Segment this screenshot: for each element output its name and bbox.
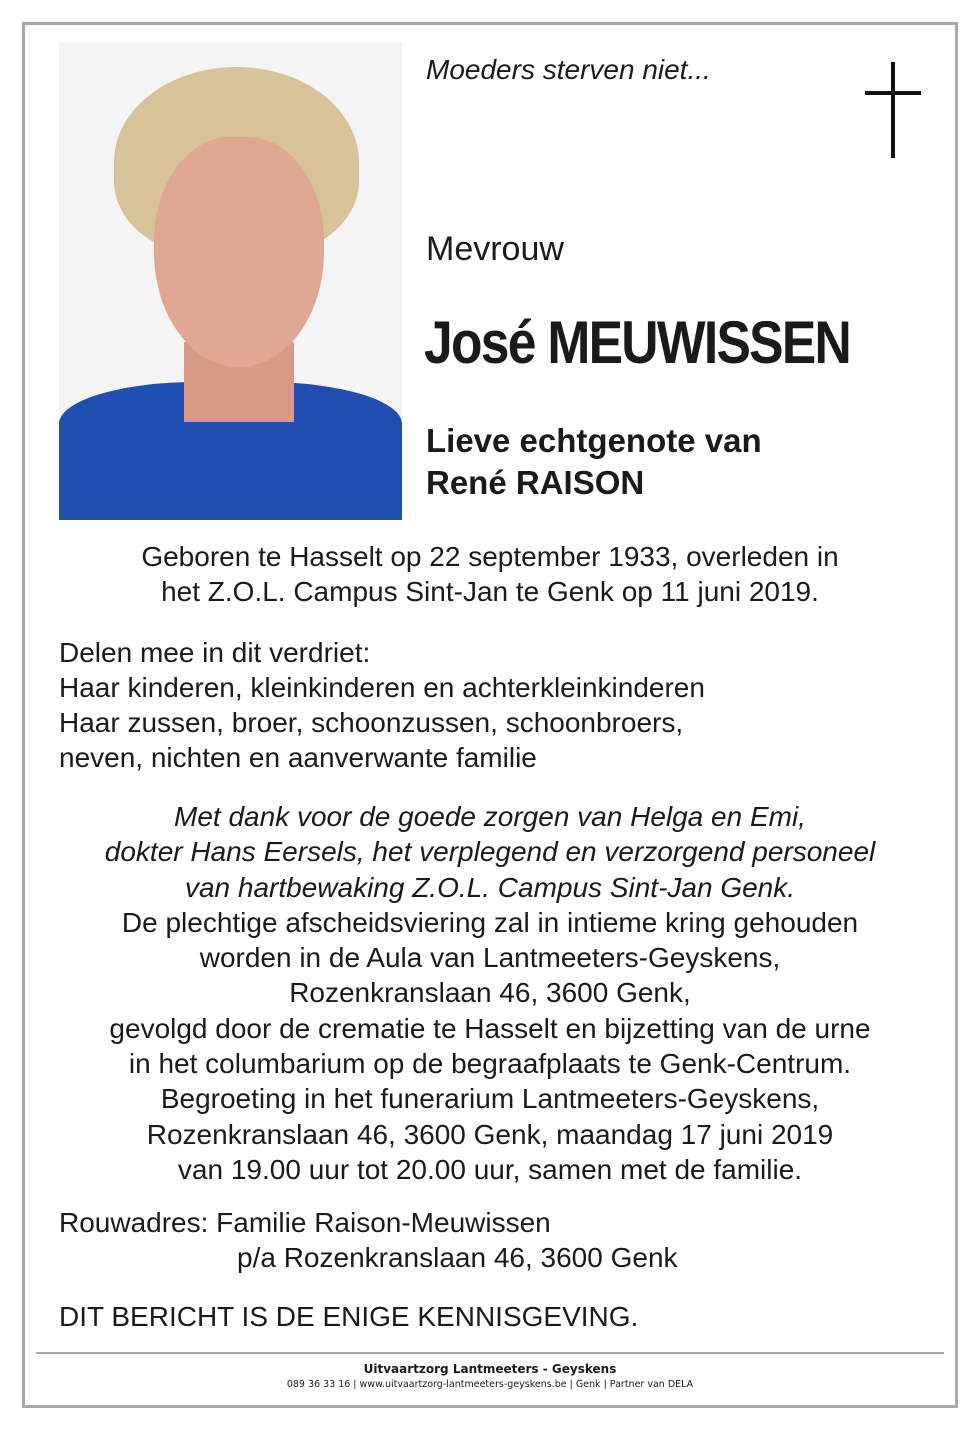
spouse-block xyxy=(426,420,762,504)
text-line: Rozenkranslaan 46, 3600 Genk, xyxy=(289,977,691,1009)
address-line-2: p/a Rozenkranslaan 46, 3600 Genk xyxy=(237,1242,678,1273)
text-line: worden in de Aula van Lantmeeters-Geyskens, xyxy=(199,942,781,974)
text-line: Met dank voor de goede zorgen van Helga en Emi, xyxy=(174,801,806,832)
text-line: Begroeting in het funerarium Lantmeeters-Geyskens, xyxy=(160,1083,820,1115)
mourners xyxy=(59,635,705,775)
deceased-name: José MEUWISSEN xyxy=(424,309,851,376)
text-line: in het columbarium op de begraafplaats te Genk-Centrum. xyxy=(128,1048,852,1080)
text-line: dokter Hans Eersels, het verplegend en verzorgend personeel xyxy=(104,836,876,868)
spouse-name: René RAISON xyxy=(426,464,645,501)
text-line: Delen mee in dit verdriet: xyxy=(59,637,371,668)
cross-icon xyxy=(865,62,921,158)
footer-divider xyxy=(36,1352,944,1354)
spouse-line: Lieve echtgenote van xyxy=(426,422,762,459)
text-line: De plechtige afscheidsviering zal in intieme kring gehouden xyxy=(121,906,859,938)
thanks-and-ceremony xyxy=(40,799,940,1187)
motto: Moeders sterven niet... xyxy=(426,54,711,85)
text-line: van hartbewaking Z.O.L. Campus Sint-Jan Genk. xyxy=(184,871,796,903)
birth-death xyxy=(40,539,940,609)
funeral-home-details: 089 36 33 16 | www.uitvaartzorg-lantmeeters-geyskens.be | Genk | Partner van DELA xyxy=(286,1379,694,1390)
text-line: Geboren te Hasselt op 22 september 1933, overleden in xyxy=(141,541,839,572)
address-line-1: Rouwadres: Familie Raison-Meuwissen xyxy=(59,1207,551,1238)
text-line: het Z.O.L. Campus Sint-Jan te Genk op 11 juni 2019. xyxy=(161,576,819,607)
text-line: neven, nichten en aanverwante familie xyxy=(59,742,537,773)
salutation: Mevrouw xyxy=(426,230,564,268)
funeral-home-name: Uitvaartzorg Lantmeeters - Geyskens xyxy=(363,1362,617,1376)
text-line: Haar zussen, broer, schoonzussen, schoonbroers, xyxy=(59,707,684,738)
text-line: Rozenkranslaan 46, 3600 Genk, maandag 17 juni 2019 xyxy=(146,1118,834,1150)
text-line: van 19.00 uur tot 20.00 uur, samen met de familie. xyxy=(177,1153,803,1185)
text-line: gevolgd door de crematie te Hasselt en bijzetting van de urne xyxy=(109,1012,871,1044)
portrait-photo xyxy=(59,42,402,520)
text-line: Haar kinderen, kleinkinderen en achterkleinkinderen xyxy=(59,672,705,703)
notice-text: DIT BERICHT IS DE ENIGE KENNISGEVING. xyxy=(59,1301,639,1332)
